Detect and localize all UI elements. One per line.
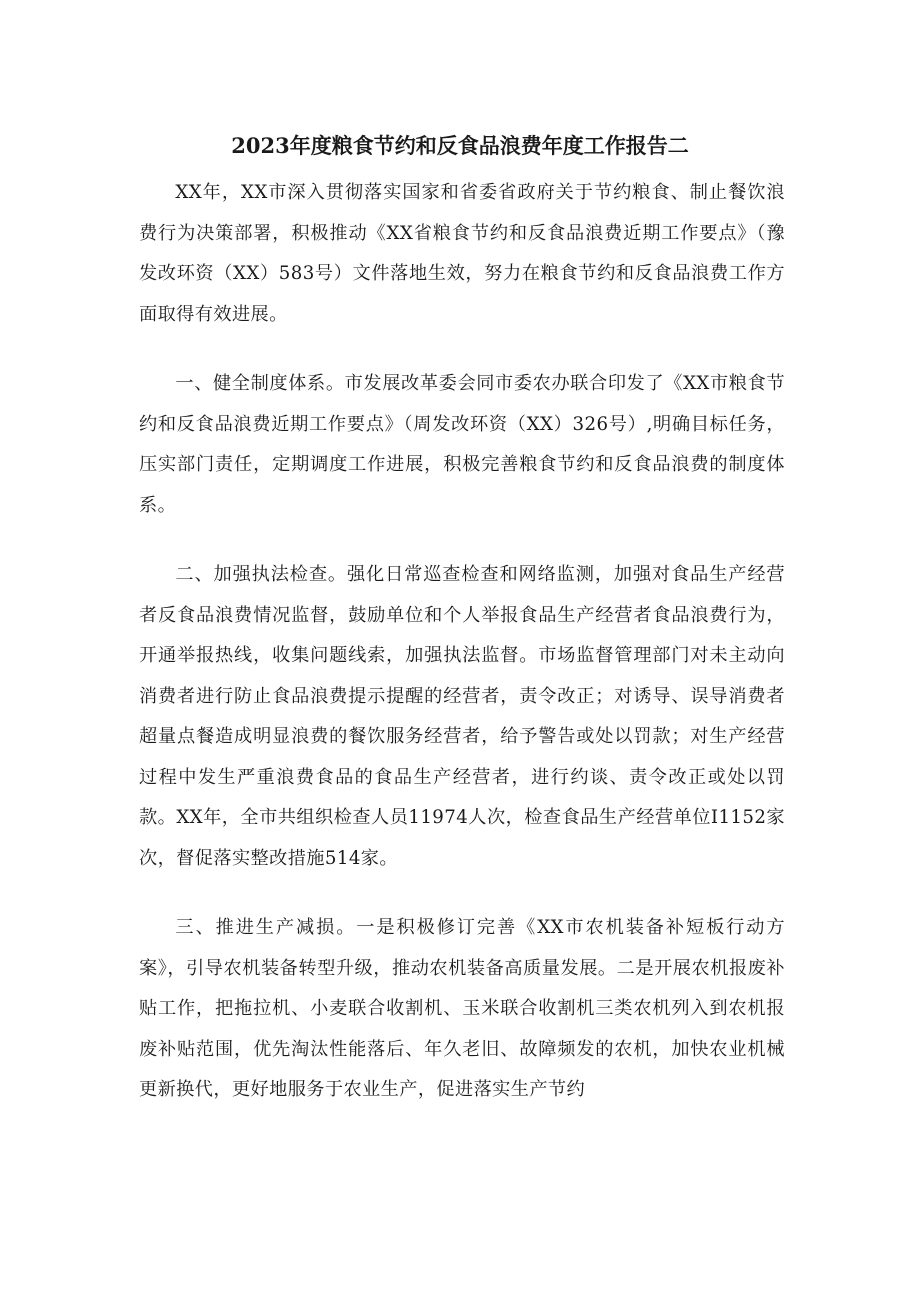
paragraph-section-3: 三、推进生产减损。一是积极修订完善《XX市农机装备补短板行动方案》，引导农机装备转型升级，推动农机装备高质量发展。二是开展农机报废补贴工作，把拖拉机、小麦联合收割机、玉米联合收割机三类农机列入到农机报废补贴范围，优先淘汰性能落后、年久老旧、故障频发的农机，加快农业机械更新换代，更好地服务于农业生产，促进落实生产节约	[139, 917, 785, 1100]
paragraph-intro: XX年，XX市深入贯彻落实国家和省委省政府关于节约粮食、制止餐饮浪费行为决策部署，积极推动《XX省粮食节约和反食品浪费近期工作要点》（豫发改环资（XX）583号）文件落地生效，努力在粮食节约和反食品浪费工作方面取得有效进展。	[139, 182, 785, 325]
paragraph-section-1: 一、健全制度体系。市发展改革委会同市委农办联合印发了《XX市粮食节约和反食品浪费近期工作要点》（周发改环资（XX）326号）,明确目标任务，压实部门责任，定期调度工作进展，积极完善粮食节约和反食品浪费的制度体系。	[139, 373, 785, 516]
paragraph-section-2: 二、加强执法检查。强化日常巡查检查和网络监测，加强对食品生产经营者反食品浪费情况监督，鼓励单位和个人举报食品生产经营者食品浪费行为，开通举报热线，收集问题线索，加强执法监督。市场监督管理部门对未主动向消费者进行防止食品浪费提示提醒的经营者，责令改正；对诱导、误导消费者超量点餐造成明显浪费的餐饮服务经营者，给予警告或处以罚款；对生产经营过程中发生严重浪费食品的食品生产经营者，进行约谈、责令改正或处以罚款。XX年，全市共组织检查人员11974人次，检查食品生产经营单位I1152家次，督促落实整改措施514家。	[139, 564, 785, 869]
document-body	[139, 173, 785, 1111]
document-title: 2023年度粮食节约和反食品浪费年度工作报告二	[231, 133, 689, 158]
